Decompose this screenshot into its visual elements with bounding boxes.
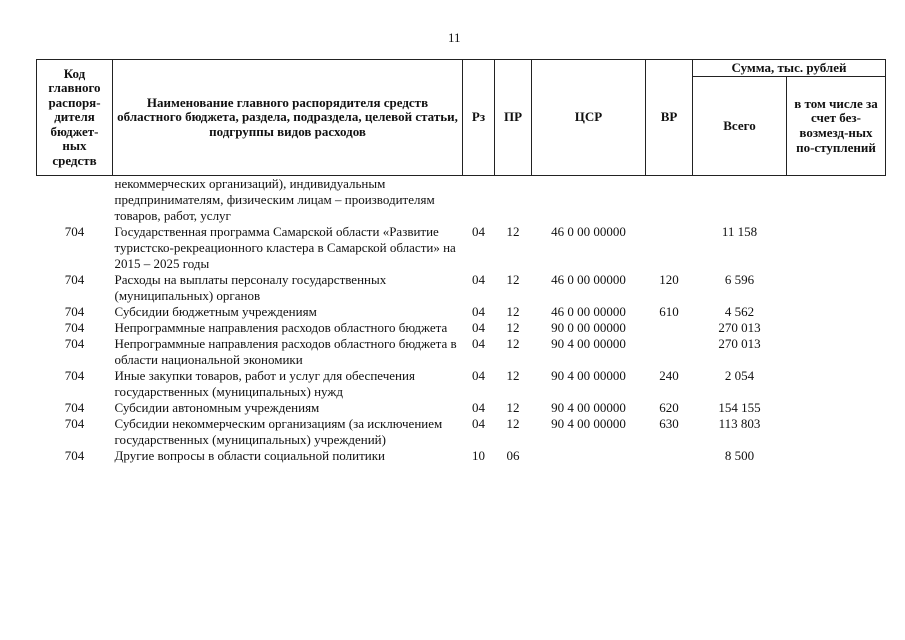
- cell-name: Непрограммные направления расходов областного бюджета: [114, 320, 448, 335]
- table-header: [37, 60, 886, 176]
- cell-name: Непрограммные направления расходов областного бюджета в области национальной экономики: [114, 336, 457, 367]
- table-row: [37, 448, 886, 464]
- header-free: в том числе за счет без-возмезд-ных по-ступлений: [787, 77, 886, 176]
- table-body: [37, 176, 886, 465]
- cell-name: Субсидии бюджетным учреждениям: [114, 304, 317, 319]
- cell-rz: 10: [472, 448, 485, 463]
- cell-name: Субсидии некоммерческим организациям (за исключением государственных (муниципальных) учреждений): [114, 416, 443, 447]
- cell-rz: 04: [472, 224, 485, 239]
- cell-total: 270 013: [718, 320, 761, 335]
- cell-vr: 120: [659, 272, 679, 287]
- cell-csr: [532, 448, 646, 464]
- table-row: [37, 304, 886, 320]
- header-code: Код главного распоря-дителя бюджет-ных средств: [37, 60, 113, 176]
- cell-free: [787, 320, 886, 336]
- cell-code: 704: [64, 224, 85, 239]
- cell-total: 113 803: [718, 416, 761, 431]
- cell-total: 8 500: [724, 448, 755, 463]
- header-rz: Рз: [463, 60, 495, 176]
- cell-vr: 630: [659, 416, 679, 431]
- cell-free: [787, 304, 886, 320]
- cell-code: 704: [64, 448, 85, 463]
- cell-code: 704: [64, 400, 85, 415]
- page-number: 11: [448, 30, 461, 45]
- cell-csr: 90 4 00 00000: [551, 400, 626, 415]
- cell-code: 704: [64, 320, 85, 335]
- cell-pr: 12: [506, 224, 520, 239]
- header-pr: ПР: [495, 60, 532, 176]
- cell-total: 270 013: [718, 336, 761, 351]
- table-row: [37, 272, 886, 304]
- cell-pr: 12: [506, 320, 520, 335]
- cell-rz: 04: [472, 272, 485, 287]
- cell-pr: 06: [506, 448, 520, 463]
- cell-rz: 04: [472, 320, 485, 335]
- cell-free: [787, 336, 886, 368]
- cell-total: 11 158: [721, 224, 758, 239]
- cell-code: 704: [64, 304, 85, 319]
- cell-name: Субсидии автономным учреждениям: [114, 400, 320, 415]
- cell-pr: 12: [506, 336, 520, 351]
- cell-pr: 12: [506, 368, 520, 383]
- cell-csr: 46 0 00 00000: [551, 272, 626, 287]
- cell-total: 2 054: [724, 368, 755, 383]
- header-total: Всего: [693, 77, 787, 176]
- cell-free: [787, 448, 886, 464]
- cell-csr: 46 0 00 00000: [551, 304, 626, 319]
- cell-free: [787, 368, 886, 400]
- table-row: [37, 368, 886, 400]
- cell-csr: 90 4 00 00000: [551, 336, 626, 351]
- cell-free: [787, 416, 886, 448]
- cell-code: 704: [64, 416, 85, 431]
- cell-free: [787, 224, 886, 272]
- cell-vr: 610: [659, 304, 679, 319]
- cell-pr: 12: [506, 304, 520, 319]
- header-csr: ЦСР: [532, 60, 646, 176]
- cell-rz: 04: [472, 304, 485, 319]
- cell-total: 4 562: [724, 304, 755, 319]
- table-row: [37, 400, 886, 416]
- header-vr: ВР: [646, 60, 693, 176]
- cell-vr: 620: [659, 400, 679, 415]
- cell-code: 704: [64, 368, 85, 383]
- table-row: [37, 224, 886, 272]
- cell-csr: 90 4 00 00000: [551, 416, 626, 431]
- cell-vr: 240: [659, 368, 679, 383]
- continuation-row: [37, 176, 886, 225]
- cell-free: [787, 272, 886, 304]
- cell-name: Другие вопросы в области социальной политики: [114, 448, 385, 463]
- cell-total: 6 596: [724, 272, 755, 287]
- cell-vr: [646, 336, 693, 368]
- cell-total: 154 155: [718, 400, 761, 415]
- table-row: [37, 416, 886, 448]
- cell-pr: 12: [506, 416, 520, 431]
- cell-free: [787, 400, 886, 416]
- cell-name: Государственная программа Самарской области «Развитие туристско-рекреационного кластера в Самарской области» на 2015 – 2025 годы: [114, 224, 456, 271]
- header-name: Наименование главного распорядителя средств областного бюджета, раздела, подраздела, целевой статьи, подгруппы видов расходов: [113, 60, 463, 176]
- cell-csr: 46 0 00 00000: [551, 224, 626, 239]
- cell-csr: 90 4 00 00000: [551, 368, 626, 383]
- cell-name: Расходы на выплаты персоналу государственных (муниципальных) органов: [114, 272, 387, 303]
- cell-rz: 04: [472, 336, 485, 351]
- cell-pr: 12: [506, 272, 520, 287]
- cell-empty: [37, 176, 113, 225]
- cell-rz: 04: [472, 416, 485, 431]
- cell-code: 704: [64, 272, 85, 287]
- cell-name: Иные закупки товаров, работ и услуг для обеспечения государственных (муниципальных) нужд: [114, 368, 415, 399]
- cell-vr: [646, 448, 693, 464]
- budget-table: [36, 59, 886, 464]
- cell-rz: 04: [472, 368, 485, 383]
- cell-rz: 04: [472, 400, 485, 415]
- cell-pr: 12: [506, 400, 520, 415]
- table-row: [37, 336, 886, 368]
- cell-vr: [646, 224, 693, 272]
- cell-vr: [646, 320, 693, 336]
- cell-code: 704: [64, 336, 85, 351]
- header-sum: Сумма, тыс. рублей: [693, 60, 886, 77]
- continuation-text: некоммерческих организаций), индивидуальным предпринимателям, физическим лицам – производителям товаров, работ, услуг: [114, 176, 435, 223]
- table-row: [37, 320, 886, 336]
- cell-csr: 90 0 00 00000: [551, 320, 626, 335]
